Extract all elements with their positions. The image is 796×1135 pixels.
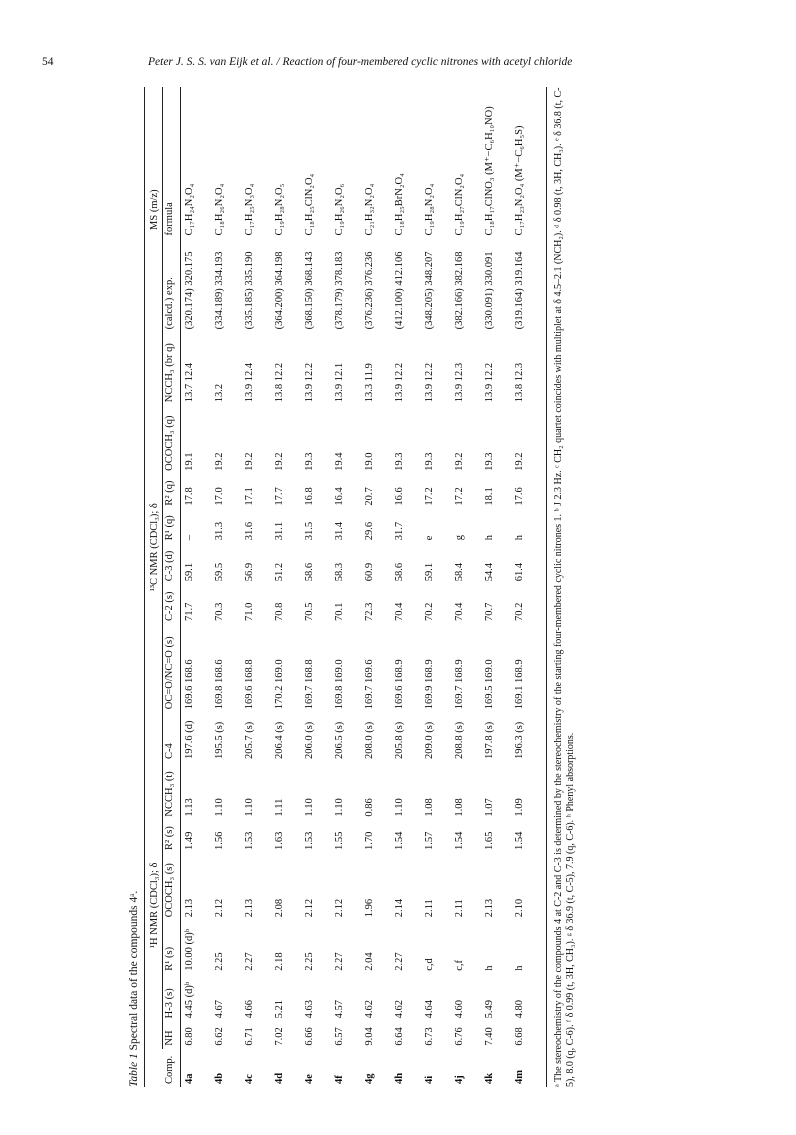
cell-oco: 169.6 168.6 [184,659,195,710]
cell-comp: 4c [244,1074,255,1084]
cell-oco: 169.8 168.6 [214,659,225,710]
cell-c2: 70.1 [334,602,345,621]
spectral-data-table [144,87,547,1087]
cell-c2: 70.7 [484,602,495,621]
cell-h3: 4.60 [454,999,465,1019]
cell-ncch3c: 13.9 12.2 [304,362,315,403]
cell-ncch3: 1.09 [511,762,547,820]
table-row [331,87,361,1087]
cell-ococh3c: 19.2 [454,452,465,471]
cell-ncch3c: 13.8 12.2 [274,362,285,403]
cell-r1h: 2.27 [394,952,405,971]
cell-h3: 4.66 [244,999,255,1019]
cell-ococh3: 1.96 [364,898,375,918]
cell-oco: 169.7 168.8 [304,659,315,710]
page-number: 54 [42,56,54,68]
cell-ncch3: 1.07 [484,798,495,817]
cell-r1c: h [484,535,495,541]
rotated-table [124,87,634,1087]
cell-oco: 170.2 169.0 [274,659,285,710]
cell-ms: (378.179) 378.183 [334,251,345,330]
cell-oco: 169.6 168.8 [244,659,255,710]
cell-formula: C₁₉H₂₆N₂O₆ [334,183,345,236]
cell-ncch3: 1.08 [454,798,465,817]
cell-formula: C₁₇H₂₃N₂O₄ (M⁺−C₆H₅S) [511,87,547,238]
cell-ococh3c: 19.3 [304,452,315,471]
cell-c4: 206.4 (s) [274,721,285,760]
group-1h-nmr: ¹H NMR (CDCl₃); δ [145,762,163,1049]
cell-c2: 70.4 [454,602,465,621]
column-header: C-2 (s) [163,584,181,624]
cell-c4: 197.8 (s) [484,721,495,760]
column-header: C-3 (d) [163,543,181,584]
cell-h3: 4.64 [424,999,435,1019]
cell-r2h: 1.53 [244,831,255,850]
cell-r2c: 17.2 [454,487,465,506]
cell-ococh3: 2.14 [394,898,405,918]
column-header: NCCH₃ (t) [163,762,181,820]
cell-c3: 60.9 [364,562,375,582]
cell-r2h: 1.53 [304,831,315,850]
column-header: NH [163,1021,181,1048]
cell-r2c: 18.1 [484,487,495,506]
cell-r1c: g [454,535,465,541]
cell-h3: 4.57 [334,999,345,1019]
cell-c4: 205.7 (s) [244,721,255,760]
cell-r2c: 16.6 [394,487,405,506]
cell-ococh3: 2.12 [334,898,345,918]
cell-comp: 4m [511,1049,547,1087]
table-row [391,87,421,1087]
cell-formula: C₁₉H₂₈N₂O₄ [424,183,435,236]
cell-r2c: 20.7 [364,487,375,506]
group-13c-nmr: ¹³C NMR (CDCl₃); δ [145,332,163,762]
cell-comp: 4j [454,1075,465,1084]
cell-r2c: 16.8 [304,487,315,506]
cell-ococh3c: 19.2 [511,405,547,474]
cell-ococh3: 2.13 [244,898,255,918]
cell-formula: C₁₈H₂₆N₂O₄ [214,183,225,236]
cell-nh: 7.02 [274,1027,285,1046]
cell-ococh3: 2.10 [511,853,547,920]
column-header: H-3 (s) [163,974,181,1022]
cell-c2: 70.4 [394,602,405,621]
cell-c3: 56.9 [244,562,255,582]
table-row [361,87,391,1087]
cell-c2: 70.5 [304,602,315,621]
column-header: (calcd.) exp. [163,238,181,332]
cell-ncch3c: 13.2 [214,383,225,403]
cell-nh: 6.64 [394,1027,405,1046]
cell-r2h: 1.57 [424,831,435,850]
cell-r1c: h [511,509,547,544]
cell-c3: 59.1 [424,562,435,582]
cell-r1c: e [424,535,435,541]
cell-ococh3c: 19.2 [214,452,225,471]
cell-nh: 6.73 [424,1027,435,1046]
cell-comp: 4f [334,1075,345,1084]
cell-ococh3c: 19.3 [394,452,405,471]
cell-c4: 209.0 (s) [424,721,435,760]
cell-ococh3: 2.12 [214,898,225,918]
cell-r1h: 2.25 [214,952,225,971]
cell-oco: 169.8 169.0 [334,659,345,710]
cell-nh: 6.62 [214,1027,225,1046]
cell-r2c: 17.0 [214,487,225,506]
cell-r2h: 1.54 [394,831,405,850]
cell-c3: 58.6 [394,562,405,582]
cell-r2c: 17.8 [184,487,195,506]
cell-r1c: 29.6 [364,521,375,541]
cell-c4: 197.6 (d) [184,720,195,760]
column-header: OCOCH₃ (q) [163,405,181,474]
cell-ococh3: 2.13 [184,898,195,918]
group-blank [145,1049,163,1087]
column-header: C-4 [163,712,181,762]
cell-ncch3: 1.10 [214,798,225,817]
cell-comp: 4g [364,1073,375,1084]
table-row [481,87,511,1087]
cell-ococh3: 2.11 [454,899,465,918]
cell-oco: 169.7 169.6 [364,659,375,710]
cell-ncch3: 1.13 [184,798,195,817]
cell-nh: 6.57 [334,1027,345,1046]
cell-ncch3c: 13.9 12.2 [394,362,405,403]
cell-ococh3c: 19.0 [364,452,375,471]
cell-h3: 4.67 [214,999,225,1019]
cell-formula: C₁₉H₂₈N₂O₅ [274,183,285,236]
cell-c3: 61.4 [511,543,547,584]
cell-c4: 196.3 (s) [511,712,547,762]
table-caption [124,87,144,1087]
cell-r2c: 17.7 [274,487,285,506]
cell-formula: C₁₇H₂₄N₂O₄ [184,183,195,236]
cell-comp: 4i [424,1075,435,1084]
column-header: NCCH₃ (br q) [163,332,181,405]
cell-ncch3c: 13.9 12.4 [244,362,255,403]
cell-oco: 169.7 168.9 [454,659,465,710]
cell-formula: C₁₉H₂₇ClN₂O₄ [454,173,465,236]
column-header: Comp. [163,1049,181,1087]
group-ms: MS (m/z) [145,87,163,332]
cell-r1c: 31.6 [244,521,255,541]
cell-r2c: 17.6 [511,474,547,509]
cell-ncch3: 0.86 [364,798,375,817]
table-row [511,87,547,1087]
cell-ncch3c: 13.9 12.2 [424,362,435,403]
cell-ms: (364.200) 364.198 [274,251,285,330]
cell-ococh3c: 19.1 [184,452,195,471]
column-header: R¹ (q) [163,509,181,544]
cell-r2h: 1.63 [274,831,285,850]
cell-oco: 169.5 169.0 [484,659,495,710]
cell-r1h: 2.04 [364,952,375,971]
cell-r2c: 16.4 [334,487,345,506]
column-header: R² (s) [163,820,181,853]
cell-r2h: 1.56 [214,831,225,850]
cell-c3: 58.6 [304,562,315,582]
cell-h3: 5.21 [274,999,285,1019]
cell-c2: 72.3 [364,602,375,621]
cell-ncch3: 1.10 [304,798,315,817]
cell-ncch3: 1.11 [274,798,285,817]
cell-r1h: 2.25 [304,952,315,971]
cell-r1h: 2.18 [274,952,285,971]
cell-r1h: c,d [424,958,435,971]
cell-ncch3: 1.10 [394,798,405,817]
cell-r2h: 1.54 [454,831,465,850]
cell-r1c: 31.7 [394,521,405,541]
cell-ncch3: 1.10 [334,798,345,817]
cell-ncch3: 1.08 [424,798,435,817]
cell-r2h: 1.49 [184,831,195,850]
cell-ncch3c: 13.7 12.4 [184,362,195,403]
cell-r2h: 1.70 [364,831,375,850]
cell-ncch3c: 13.8 12.3 [511,332,547,405]
cell-r1h: h [511,920,547,973]
column-header: OC=O/NC=O (s) [163,624,181,712]
cell-formula: C₂₁H₃₂N₂O₄ [364,183,375,236]
cell-c2: 70.3 [214,602,225,621]
cell-c2: 70.8 [274,602,285,621]
table-row [211,87,241,1087]
cell-r1h: 10.00 (d)ᵇ [184,929,195,971]
cell-h3: 4.45 (d)ᵇ [184,981,195,1019]
cell-r2h: 1.65 [484,831,495,850]
table-row [271,87,301,1087]
cell-comp: 4k [484,1072,495,1084]
cell-nh: 6.71 [244,1027,255,1046]
cell-oco: 169.9 168.9 [424,659,435,710]
cell-ococh3c: 19.3 [484,452,495,471]
cell-ms: (376.236) 376.236 [364,251,375,330]
cell-c3: 51.2 [274,562,285,582]
cell-c4: 206.5 (s) [334,721,345,760]
table-row [241,87,271,1087]
cell-c3: 58.3 [334,562,345,582]
cell-r1h: 2.27 [244,952,255,971]
cell-c3: 54.4 [484,562,495,582]
cell-ncch3c: 13.9 12.2 [484,362,495,403]
cell-r2h: 1.54 [511,820,547,853]
cell-ncch3c: 13.3 11.9 [364,363,375,403]
cell-r2c: 17.2 [424,487,435,506]
cell-r1c: 31.5 [304,521,315,541]
cell-oco: 169.1 168.9 [511,624,547,712]
cell-h3: 5.49 [484,999,495,1019]
cell-c4: 208.0 (s) [364,721,375,760]
cell-formula: C₁₈H₂₅ClN₂O₄ [304,173,315,236]
cell-nh: 9.04 [364,1027,375,1046]
cell-comp: 4d [274,1072,285,1084]
cell-h3: 4.62 [394,999,405,1019]
cell-ms: (334.189) 334.193 [214,251,225,330]
cell-ococh3c: 19.3 [424,452,435,471]
cell-nh: 7.40 [484,1027,495,1046]
cell-ms: (368.150) 368.143 [304,251,315,330]
cell-comp: 4e [304,1074,315,1084]
cell-c2: 71.0 [244,602,255,621]
caption-label: Table 1 [128,1053,140,1087]
cell-ms: (319.164) 319.164 [511,238,547,332]
cell-nh: 6.68 [511,1021,547,1048]
cell-ococh3c: 19.2 [274,452,285,471]
cell-ms: (330.091) 330.091 [484,251,495,330]
cell-r1c: 31.3 [214,521,225,541]
cell-formula: C₁₇H₂₅N₃O₄ [244,183,255,236]
cell-nh: 6.76 [454,1027,465,1046]
cell-ms: (382.166) 382.168 [454,251,465,330]
table-row [181,87,212,1087]
cell-c4: 195.5 (s) [214,721,225,760]
cell-r1h: 2.27 [334,952,345,971]
cell-ms: (335.185) 335.190 [244,251,255,330]
cell-c2: 70.2 [424,602,435,621]
cell-h3: 4.62 [364,999,375,1019]
cell-h3: 4.63 [304,999,315,1019]
cell-ococh3: 2.12 [304,898,315,918]
cell-c4: 205.8 (s) [394,721,405,760]
cell-ococh3: 2.08 [274,898,285,918]
cell-c3: 59.5 [214,562,225,582]
cell-r2h: 1.55 [334,831,345,850]
cell-r1c: – [184,535,195,541]
cell-c2: 70.2 [511,584,547,624]
cell-ms: (412.100) 412.106 [394,251,405,330]
cell-comp: 4a [184,1073,195,1084]
cell-c4: 206.0 (s) [304,721,315,760]
table-row [451,87,481,1087]
cell-ms: (320.174) 320.175 [184,251,195,330]
table-row [301,87,331,1087]
cell-ncch3c: 13.9 12.3 [454,362,465,403]
column-header: OCOCH₃ (s) [163,853,181,920]
cell-r1h: c,f [454,959,465,971]
cell-ococh3c: 19.4 [334,452,345,471]
cell-ococh3: 2.13 [484,898,495,918]
cell-c2: 71.7 [184,602,195,621]
cell-ococh3: 2.11 [424,899,435,918]
cell-ncch3c: 13.9 12.1 [334,362,345,403]
cell-formula: C₁₈H₁₇ClNO₃ (M⁺−C₆H₁₀NO) [484,106,495,236]
cell-c3: 59.1 [184,562,195,582]
cell-nh: 6.80 [184,1027,195,1046]
cell-nh: 6.66 [304,1027,315,1046]
table-footnote: ᵃ The stereochemistry of the compounds 4 at C-2 and C-3 is determined by the stereochemistry of the starting four-membered cyclic nitrones 1. ᵇ J 2.3 Hz. ᶜ CH₂ quartet coincides with multiplet at δ 4.5–2.1 (NCH₂). ᵈ δ 0.98 (t, 3H, CH₃). ᵉ δ 36.8 (t, C-5), 8.0 (q, C-6). ᶠ δ 0.99 (t, 3H, CH₃). ᵍ δ 36.9 (t, C-5), 7.9 (q, C-6). ʰ Phenyl absorptions. [553,87,576,1087]
cell-c3: 58.4 [454,562,465,582]
column-header: R¹ (s) [163,920,181,973]
cell-comp: 4b [214,1072,225,1084]
cell-r1c: 31.1 [274,521,285,541]
cell-comp: 4h [394,1072,405,1084]
column-header: R² (q) [163,474,181,509]
cell-h3: 4.80 [511,974,547,1022]
cell-c4: 208.8 (s) [454,721,465,760]
cell-oco: 169.6 168.9 [394,659,405,710]
running-head: Peter J. S. S. van Eijk et al. / Reaction of four-membered cyclic nitrones with acetyl chloride [148,56,573,68]
cell-ncch3: 1.10 [244,798,255,817]
caption-text: Spectral data of the compounds 4ᵃ. [128,890,140,1051]
cell-r2c: 17.1 [244,487,255,506]
cell-ococh3c: 19.2 [244,452,255,471]
table-row [421,87,451,1087]
cell-formula: C₁₈H₂₅BrN₂O₄ [394,173,405,236]
cell-ms: (348.205) 348.207 [424,251,435,330]
column-header: formula [163,87,181,238]
cell-r1h: h [484,965,495,971]
cell-r1c: 31.4 [334,521,345,541]
